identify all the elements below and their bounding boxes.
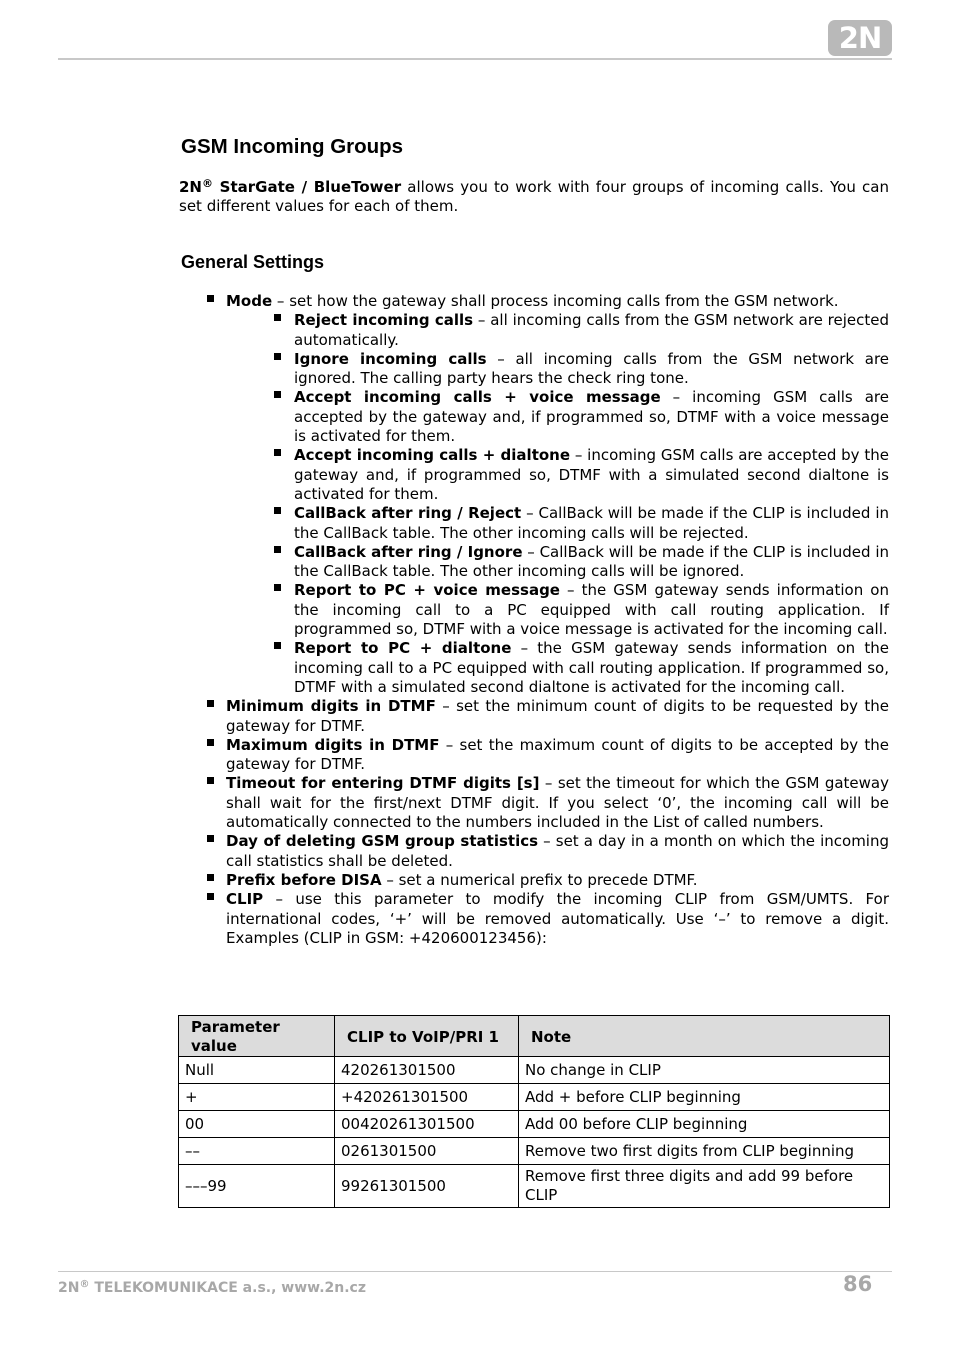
item-desc: – set the timeout for which the GSM gateway shall wait for the first/next DTMF digit. If you select ‘0’, the incoming call will be automatically connected to the numbers included in the List of called numbers. <box>226 774 889 832</box>
item-term: Reject incoming calls <box>294 311 474 330</box>
intro-text: allows you to work with four groups of incoming calls. You can set different values for each of them. <box>179 178 890 216</box>
list-item <box>226 581 889 639</box>
bullet-icon <box>207 777 214 784</box>
list-item <box>207 832 889 871</box>
bullet-icon <box>207 295 214 302</box>
item-desc: – the GSM gateway sends information on the incoming call to a PC equipped with call routing application. If programmed so, DTMF with a simulated second dialtone is activated for the incoming call. <box>294 639 889 696</box>
list-item <box>207 736 889 775</box>
item-term: Ignore incoming calls <box>294 349 487 368</box>
table-cell: –– <box>179 1138 335 1165</box>
table-cell: 99261301500 <box>335 1165 519 1208</box>
table-header-cell: Note <box>519 1016 890 1057</box>
table-cell: +420261301500 <box>335 1084 519 1111</box>
bullet-icon <box>274 546 281 553</box>
header-rule <box>58 58 892 60</box>
list-item <box>207 871 889 890</box>
table-header-row <box>179 1016 890 1057</box>
intro-reg-mark: ® <box>202 177 213 190</box>
item-term: Accept incoming calls + voice message <box>294 388 661 407</box>
table-cell: 0261301500 <box>335 1138 519 1165</box>
item-term: CLIP <box>226 890 264 909</box>
item-desc: – set how the gateway shall process incoming calls from the GSM network. <box>272 292 839 310</box>
list-item <box>226 311 889 350</box>
table-row <box>179 1111 890 1138</box>
item-term: Timeout for entering DTMF digits [s] <box>226 774 540 793</box>
logo-text: 2N <box>838 20 882 55</box>
item-term: Accept incoming calls + dialtone <box>294 446 571 465</box>
2n-logo <box>828 20 892 56</box>
footer-text: TELEKOMUNIKACE a.s., www.2n.cz <box>89 1280 366 1296</box>
intro-brand: 2N <box>179 178 202 196</box>
table-cell: 420261301500 <box>335 1057 519 1084</box>
item-desc: – CallBack will be made if the CLIP is included in the CallBack table. The other incoming calls will be rejected. <box>294 504 889 542</box>
list-item <box>226 388 889 446</box>
item-term: Report to PC + voice message <box>294 581 560 600</box>
item-term: Maximum digits in DTMF <box>226 735 440 754</box>
item-desc: – incoming GSM calls are accepted by the gateway and, if programmed so, DTMF with a simulated second dialtone is activated for them. <box>294 446 889 503</box>
item-desc: – the GSM gateway sends information on the incoming call to a PC equipped with call routing application. If programmed so, DTMF with a voice message is activated for the incoming call. <box>294 581 889 639</box>
intro-product: StarGate / BlueTower <box>213 178 402 196</box>
list-item <box>226 446 889 504</box>
table-cell: No change in CLIP <box>519 1057 890 1084</box>
bullet-icon <box>274 314 281 321</box>
item-desc: – CallBack will be made if the CLIP is included in the CallBack table. The other incoming calls will be ignored. <box>294 542 890 581</box>
list-item <box>226 504 889 543</box>
item-term: Mode <box>226 292 273 310</box>
table-cell: 00420261301500 <box>335 1111 519 1138</box>
table-cell: Remove two first digits from CLIP beginning <box>519 1138 890 1165</box>
footer-brand: 2N <box>58 1280 80 1296</box>
table-row <box>179 1084 890 1111</box>
item-desc: – all incoming calls from the GSM network are ignored. The calling party hears the check ring tone. <box>294 349 890 388</box>
table-cell: Add + before CLIP beginning <box>519 1084 890 1111</box>
bullet-icon <box>274 507 281 514</box>
settings-list <box>207 292 889 948</box>
item-desc: – set the minimum count of digits to be requested by the gateway for DTMF. <box>226 697 889 735</box>
table-row <box>179 1057 890 1084</box>
bullet-icon <box>274 642 281 649</box>
list-item <box>226 543 889 582</box>
bullet-icon <box>274 391 281 398</box>
bullet-icon <box>274 584 281 591</box>
item-desc: – use this parameter to modify the incoming CLIP from GSM/UMTS. For international codes, ‘+’ will be removed automatically. Use ‘–’ to remove a digit. Examples (CLIP in GSM: +420600123456): <box>226 890 889 947</box>
section-title: General Settings <box>181 252 325 272</box>
item-term: Report to PC + dialtone <box>294 639 512 658</box>
item-desc: – set the maximum count of digits to be accepted by the gateway for DTMF. <box>226 735 889 774</box>
bullet-icon <box>207 893 214 900</box>
list-item <box>207 697 889 736</box>
footer-company <box>58 1280 366 1296</box>
item-term: Minimum digits in DTMF <box>226 697 436 716</box>
footer-reg-mark: ® <box>79 1279 90 1290</box>
item-desc: – all incoming calls from the GSM network are rejected automatically. <box>294 311 889 349</box>
intro-paragraph <box>179 178 889 217</box>
bullet-icon <box>207 835 214 842</box>
list-item <box>207 890 889 948</box>
page-title: GSM Incoming Groups <box>181 135 404 158</box>
list-item-mode <box>207 292 889 697</box>
list-item <box>207 774 889 832</box>
page-number: 86 <box>843 1272 873 1296</box>
table-cell: Remove first three digits and add 99 before CLIP <box>519 1165 890 1208</box>
item-desc: – set a day in a month on which the incoming call statistics shall be deleted. <box>226 832 889 870</box>
table-cell: Add 00 before CLIP beginning <box>519 1111 890 1138</box>
bullet-icon <box>274 449 281 456</box>
item-term: CallBack after ring / Ignore <box>294 542 523 561</box>
table-header-cell: CLIP to VoIP/PRI 1 <box>335 1016 519 1057</box>
bullet-icon <box>207 700 214 707</box>
table-cell: 00 <box>179 1111 335 1138</box>
list-item <box>226 639 889 697</box>
footer-rule <box>58 1271 892 1272</box>
list-item <box>226 350 889 389</box>
item-term: Day of deleting GSM group statistics <box>226 832 539 851</box>
bullet-icon <box>207 739 214 746</box>
table-cell: + <box>179 1084 335 1111</box>
table-header-cell: Parameter value <box>179 1016 335 1057</box>
bullet-icon <box>274 353 281 360</box>
table-cell: –––99 <box>179 1165 335 1208</box>
mode-options-list <box>226 311 889 697</box>
clip-examples-table <box>178 1015 890 1208</box>
table-row <box>179 1138 890 1165</box>
item-term: Prefix before DISA <box>226 870 382 889</box>
item-desc: – incoming GSM calls are accepted by the gateway and, if programmed so, DTMF with a voice message is activated for them. <box>294 388 889 446</box>
table-cell: Null <box>179 1057 335 1084</box>
item-term: CallBack after ring / Reject <box>294 504 522 523</box>
bullet-icon <box>207 874 214 881</box>
item-desc: – set a numerical prefix to precede DTMF. <box>381 870 698 889</box>
table-row <box>179 1165 890 1208</box>
